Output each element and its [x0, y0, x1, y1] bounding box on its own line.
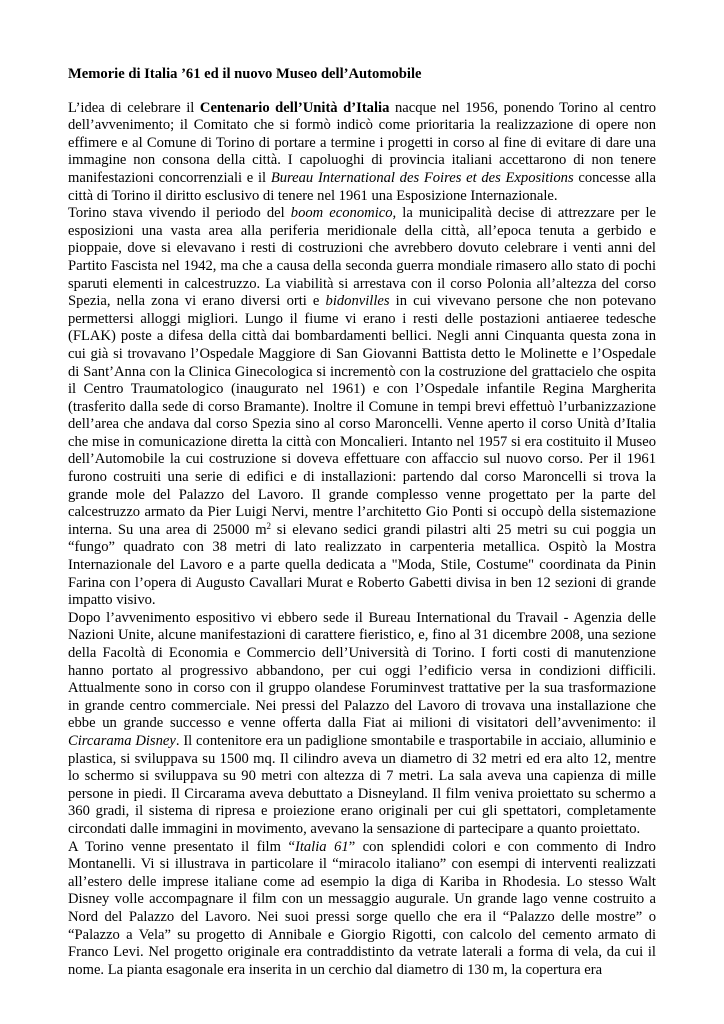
paragraph-4-text-c: ” con splendidi colori e con commento di Indro Montanelli. Vi si illustrava in particolare il “miracolo italiano” con esempi di interventi realizzati all’estero delle imprese italiane come ad esempio la diga di Kariba in Rhodesia. Lo stesso Walt Disney volle accompagnare il film con un messaggio augurale. Un grande lago venne costruito a Nord del Palazzo del Lavoro. Nei suoi pressi sorge quello che era il “Palazzo delle mostre” o “Palazzo a Vela” su progetto di Annibale e Giorgio Rigotti, con calcolo del cemento armato di Franco Levi. Nel progetto originale era contraddistinto da vetrate laterali a forma di vela, da cui il nome. La pianta esagonale era inserita in un cerchio dal diametro di 130 m, la copertura era — [68, 838, 656, 978]
paragraph-3-italic-circarama: Circarama Disney — [68, 732, 176, 749]
paragraph-3-text-c: . Il contenitore era un padiglione smontabile e trasportabile in acciaio, alluminio e plastica, si sviluppava su 1500 mq. Il cilindro aveva un diametro di 32 metri ed era alto 12, mentre lo schermo si sviluppava su 90 metri con altezza di 7 metri. La sala aveva una capienza di mille persone in piedi. Il Circarama aveva debuttato a Disneyland. Il film veniva proiettato su schermo a 360 gradi, il sistema di ripresa e proiezione erano originali per cui gli spettatori, completamente circondati dalle immagini in movimento, avevano la sensazione di partecipare a quanto proiettato. — [68, 732, 656, 837]
paragraph-2-italic-boom: boom economico, — [290, 205, 397, 222]
paragraph-4-text-a: A Torino venne presentato il film “ — [68, 838, 295, 855]
paragraph-1-italic-bureau: Bureau International des Foires et des Expositions — [270, 169, 574, 186]
paragraph-2-text-g: si elevano sedici grandi pilastri alti 25 metri su cui poggia un “fungo” quadrato con 38 metri di lato realizzato in carpenteria metallica. Ospitò la Mostra Internazionale del Lavoro e a parte quella dedicata a "Moda, Stile, Costume" coordinata da Pinin Farina con l’opera di Augusto Cavallari Murat e Roberto Gabetti divisa in ben 12 sezioni di grande impatto visivo. — [68, 521, 656, 609]
paragraph-2-superscript: 2 — [266, 520, 272, 531]
paragraph-3 — [68, 610, 656, 839]
document-title: Memorie di Italia ’61 ed il nuovo Museo dell’Automobile — [68, 66, 422, 82]
document-page — [68, 66, 656, 979]
paragraph-2-text-c: la municipalità decise di attrezzare per le esposizioni una vasta area alla periferia meridionale della città, all’epoca tenuta a gerbido e pioppaie, dove si elevavano i resti di costruzioni che avrebbero dovuto celebrare i venti anni del Partito Fascista nel 1942, ma che a causa della seconda guerra mondiale rimasero allo stato di pochi sparuti elementi in calcestruzzo. La viabilità si arrestava con il corso Polonia all’altezza del corso Spezia, nella zona vi erano diversi orti e — [68, 205, 656, 310]
paragraph-2-italic-bidonvilles: bidonvilles — [325, 293, 390, 310]
paragraph-4 — [68, 839, 656, 980]
paragraph-1-text-c: nacque nel 1956, ponendo Torino al centro dell’avvenimento; il Comitato che si formò indicò come prioritaria la realizzazione di opere non effimere e al Comune di Torino di portare a termine i progetti in corso al fine di evitare di dare una immagine non consona della città. I capoluoghi di provincia italiani accettarono di non tenere manifestazioni concorrenziali e il — [68, 99, 656, 186]
paragraph-1-text-e: concesse alla città di Torino il diritto esclusivo di tenere nel 1961 una Esposizione Internazionale. — [68, 169, 656, 204]
paragraph-1-bold-centenario: Centenario dell’Unità d’Italia — [199, 99, 390, 116]
paragraph-1-text-a: L’idea di celebrare il — [68, 99, 200, 116]
paragraph-2-text-e: in cui vivevano persone che non potevano permettersi alloggi migliori. Lungo il fiume vi erano i resti delle postazioni antiaeree tedesche (FLAK) poste a difesa della città dai bombardamenti bellici. Negli anni Cinquanta questa zona in cui già si trovavano l’Ospedale Maggiore di San Giovanni Battista detto le Molinette e l’Ospedale di Sant’Anna con la Clinica Ginecologica si incrementò con la costruzione del grattacielo che ospita il Centro Traumatologico (inaugurato nel 1961) e con l’Ospedale infantile Regina Margherita (trasferito dalla sede di corso Bramante). Inoltre il Comune in tempi brevi effettuò l’urbanizzazione dell’area che andava dal corso Spezia sino al corso Maroncelli. Venne aperto il corso Unità d’Italia che mise in comunicazione diretta la città con Moncalieri. Intanto nel 1957 si era costituito il Museo dell’Automobile la cui costruzione si doveva effettuare con affaccio sul nuovo corso. Per il 1961 furono costruiti una serie di edifici e di installazioni: partendo dal corso Maroncelli si trova la grande mole del Palazzo del Lavoro. Il grande complesso venne progettato per la parte del calcestruzzo armato da Pier Luigi Nervi, mentre l’architetto Gio Ponti si occupò della sistemazione interna. Su una area di 25000 m — [68, 293, 657, 538]
paragraph-3-text-a: Dopo l’avvenimento espositivo vi ebbero sede il Bureau International du Travail - Agenzia delle Nazioni Unite, alcune manifestazioni di carattere fieristico, e, fino al 31 dicembre 2008, una sezione della Facoltà di Economia e Commercio dell’Università di Torino. I forti costi di manutenzione hanno portato al progressivo abbandono, per cui oggi l’edificio versa in condizioni difficili. Attualmente sono in corso con il gruppo olandese Foruminvest trattative per la sua trasformazione in grande centro commerciale. Nei pressi del Palazzo del Lavoro di trovava una installazione che ebbe un grande successo e venne offerta dalla Fiat ai milioni di visitatori dell’avvenimento: il — [68, 609, 656, 732]
paragraph-2 — [68, 205, 656, 610]
paragraph-1 — [68, 100, 656, 206]
paragraph-4-italic-film-title: Italia 61 — [294, 838, 349, 855]
paragraph-2-text-a: Torino stava vivendo il periodo del — [68, 205, 291, 222]
